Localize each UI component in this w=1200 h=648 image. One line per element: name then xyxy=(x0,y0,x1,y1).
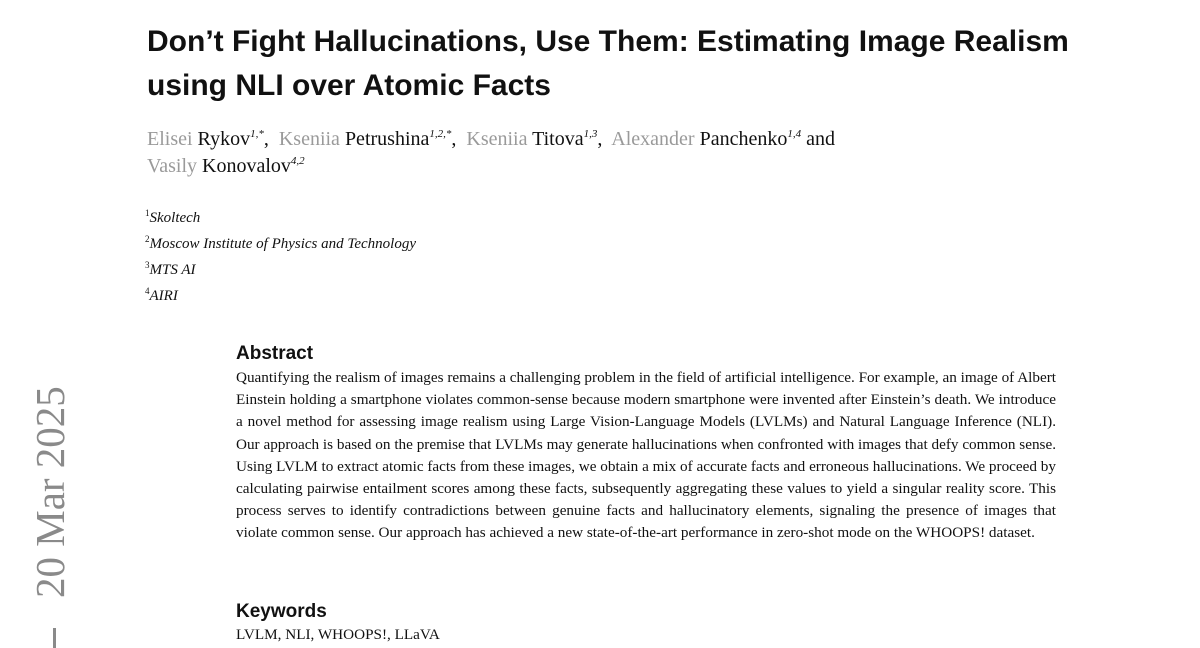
affiliation-mark: 3 xyxy=(145,260,150,270)
author-family-name: Rykov xyxy=(197,128,251,150)
author-family-name: Konovalov xyxy=(202,155,291,177)
author-affiliation-mark: 4,2 xyxy=(290,155,305,167)
affiliation-name: MTS AI xyxy=(149,262,196,278)
author-affiliation-mark: 1,3 xyxy=(583,128,598,140)
author-conjunction: and xyxy=(806,128,835,150)
affiliation-name: Skoltech xyxy=(149,210,201,226)
affiliation-name: AIRI xyxy=(149,288,178,304)
affiliation-mark: 2 xyxy=(145,234,150,244)
author xyxy=(466,128,597,150)
author-given-name: Elisei xyxy=(147,128,193,150)
affiliation-item xyxy=(145,257,416,283)
affiliation-item xyxy=(145,231,416,257)
author-list: Elisei Rykov$^{1,*}$, Kseniia Petrushina$^{1,2,*}$, Kseniia Titova$^{1,3}$, Alexander Panchenko$^{1,4}$ and Vasily Konovalov$^{4,2}$ xyxy=(147,128,835,177)
side-stamp-date: 20 Mar 2025 xyxy=(27,386,73,598)
author xyxy=(611,128,801,150)
affiliation-name: Moscow Institute of Physics and Technology xyxy=(149,236,416,252)
author-family-name: Titova xyxy=(532,128,584,150)
author-affiliation-mark: 1,* xyxy=(250,128,264,140)
paper-title: Don’t Fight Hallucinations, Use Them: Estimating Image Realism using NLI over Atomic Facts xyxy=(147,25,1069,102)
arxiv-side-stamp xyxy=(28,386,72,648)
author-family-name: Panchenko xyxy=(699,128,788,150)
author-family-name: Petrushina xyxy=(344,128,430,150)
abstract-text: Quantifying the realism of images remains a challenging problem in the field of artificial intelligence. For example, an image of Albert Einstein holding a smartphone violates common-sense because modern smartphone were invented after Einstein’s death. We introduce a novel method for assessing image realism using Large Vision-Language Models (LVLMs) and Natural Language Inference (NLI). Our approach is based on the premise that LVLMs may generate hallucinations when confronted with images that defy common sense. Using LVLM to extract atomic facts from these images, we obtain a mix of accurate facts and erroneous hallucinations. We proceed by calculating pairwise entailment scores among these facts, subsequently aggregating these values to yield a singular reality score. This process serves to identify contradictions between genuine facts and hallucinatory elements, signaling the presence of images that violate common sense. Our approach has achieved a new state-of-the-art performance in zero-shot mode on the WHOOPS! dataset. xyxy=(236,369,1056,542)
author xyxy=(147,128,264,150)
keywords-heading: Keywords xyxy=(236,601,327,622)
author-given-name: Alexander xyxy=(611,128,695,150)
affiliation-item xyxy=(145,205,416,231)
affiliation-mark: 4 xyxy=(145,286,150,296)
keywords-text: LVLM, NLI, WHOOPS!, LLaVA xyxy=(236,626,440,643)
author-affiliation-mark: 1,2,* xyxy=(429,128,452,140)
author-given-name: Kseniia xyxy=(466,128,528,150)
author xyxy=(147,155,305,177)
affiliation-mark: 1 xyxy=(145,208,150,218)
affiliation-list xyxy=(145,205,416,309)
affiliation-item xyxy=(145,283,416,309)
author-given-name: Vasily xyxy=(147,155,197,177)
author-affiliation-mark: 1,4 xyxy=(787,128,802,140)
side-stamp-bar xyxy=(53,628,56,648)
author-given-name: Kseniia xyxy=(278,128,340,150)
abstract-heading: Abstract xyxy=(236,343,314,364)
author xyxy=(279,128,452,150)
